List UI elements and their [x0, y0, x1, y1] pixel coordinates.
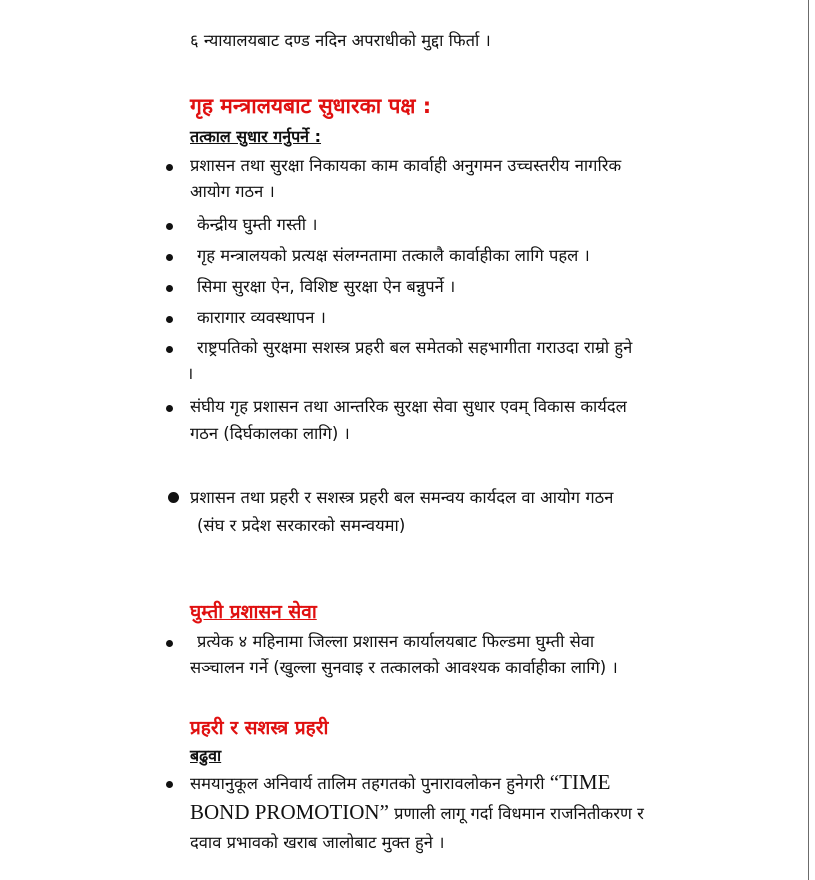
list-item-continued: [190, 802, 644, 824]
list-item: कारागार व्यवस्थापन ।: [197, 308, 326, 327]
bullet-icon: [166, 640, 173, 647]
section-heading-mobile-admin: घुम्ती प्रशासन सेवा: [190, 601, 317, 623]
bullet-icon: [166, 346, 173, 353]
bullet-icon: [166, 223, 173, 230]
list-item-continued: आयोग गठन ।: [190, 182, 275, 201]
bullet-icon: [168, 492, 179, 503]
list-item: प्रशासन तथा प्रहरी र सशस्त्र प्रहरी बल समन्वय कार्यदल वा आयोग गठन: [190, 488, 614, 507]
section-heading-police: प्रहरी र सशस्त्र प्रहरी: [190, 717, 329, 739]
list-item: [190, 772, 610, 794]
subheading-promotion: बढुवा: [190, 746, 222, 765]
list-item: प्रशासन तथा सुरक्षा निकायका काम कार्वाही अनुगमन उच्चस्तरीय नागरिक: [190, 156, 622, 175]
list-item: केन्द्रीय घुम्ती गस्ती ।: [197, 215, 318, 234]
list-item: सिमा सुरक्षा ऐन, विशिष्ट सुरक्षा ऐन बन्नुपर्ने ।: [197, 277, 456, 296]
list-item-text: प्रणाली लागू गर्दा विधमान राजनितीकरण र: [394, 804, 644, 823]
bullet-icon: [166, 164, 173, 171]
list-item-continued: गठन (दिर्घकालका लागि) ।: [190, 424, 350, 443]
list-item-english: “TIME: [549, 770, 611, 794]
list-item-continued: सञ्चालन गर्ने (खुल्ला सुनवाइ र तत्कालको आवश्यक कार्वाहीका लागि) ।: [190, 658, 618, 677]
list-item: संघीय गृह प्रशासन तथा आन्तरिक सुरक्षा सेवा सुधार एवम् विकास कार्यदल: [190, 397, 627, 416]
bullet-icon: [166, 405, 173, 412]
list-item-english: BOND PROMOTION”: [190, 800, 389, 824]
list-item-continued: (संघ र प्रदेश सरकारको समन्वयमा): [197, 516, 406, 535]
bullet-icon: [166, 316, 173, 323]
list-item: गृह मन्त्रालयको प्रत्यक्ष संलग्नतामा तत्कालै कार्वाहीका लागि पहल ।: [197, 246, 590, 265]
list-item: राष्ट्रपतिको सुरक्षमा सशस्त्र प्रहरी बल समेतको सहभागीता गराउदा राम्रो हुने: [197, 338, 633, 357]
section-heading-home-ministry: गृह मन्त्रालयबाट सुधारका पक्ष :: [190, 94, 432, 118]
list-item-continued: दवाव प्रभावको खराब जालोबाट मुक्त हुने ।: [190, 833, 445, 852]
page-edge-line: [808, 0, 809, 880]
bullet-icon: [166, 285, 173, 292]
list-item: प्रत्येक ४ महिनामा जिल्ला प्रशासन कार्यालयबाट फिल्डमा घुम्ती सेवा: [197, 632, 595, 651]
bullet-icon: [166, 254, 173, 261]
list-item-continued: ।: [187, 364, 194, 383]
list-item-text: समयानुकूल अनिवार्य तालिम तहगतको पुनारावलोकन हुनेगरी: [190, 774, 545, 793]
subheading-immediate-reform: तत्काल सुधार गर्नुपर्ने :: [190, 127, 322, 146]
bullet-icon: [166, 781, 173, 788]
top-line: ६ न्यायालयबाट दण्ड नदिन अपराधीको मुद्दा फिर्ता ।: [190, 31, 491, 50]
